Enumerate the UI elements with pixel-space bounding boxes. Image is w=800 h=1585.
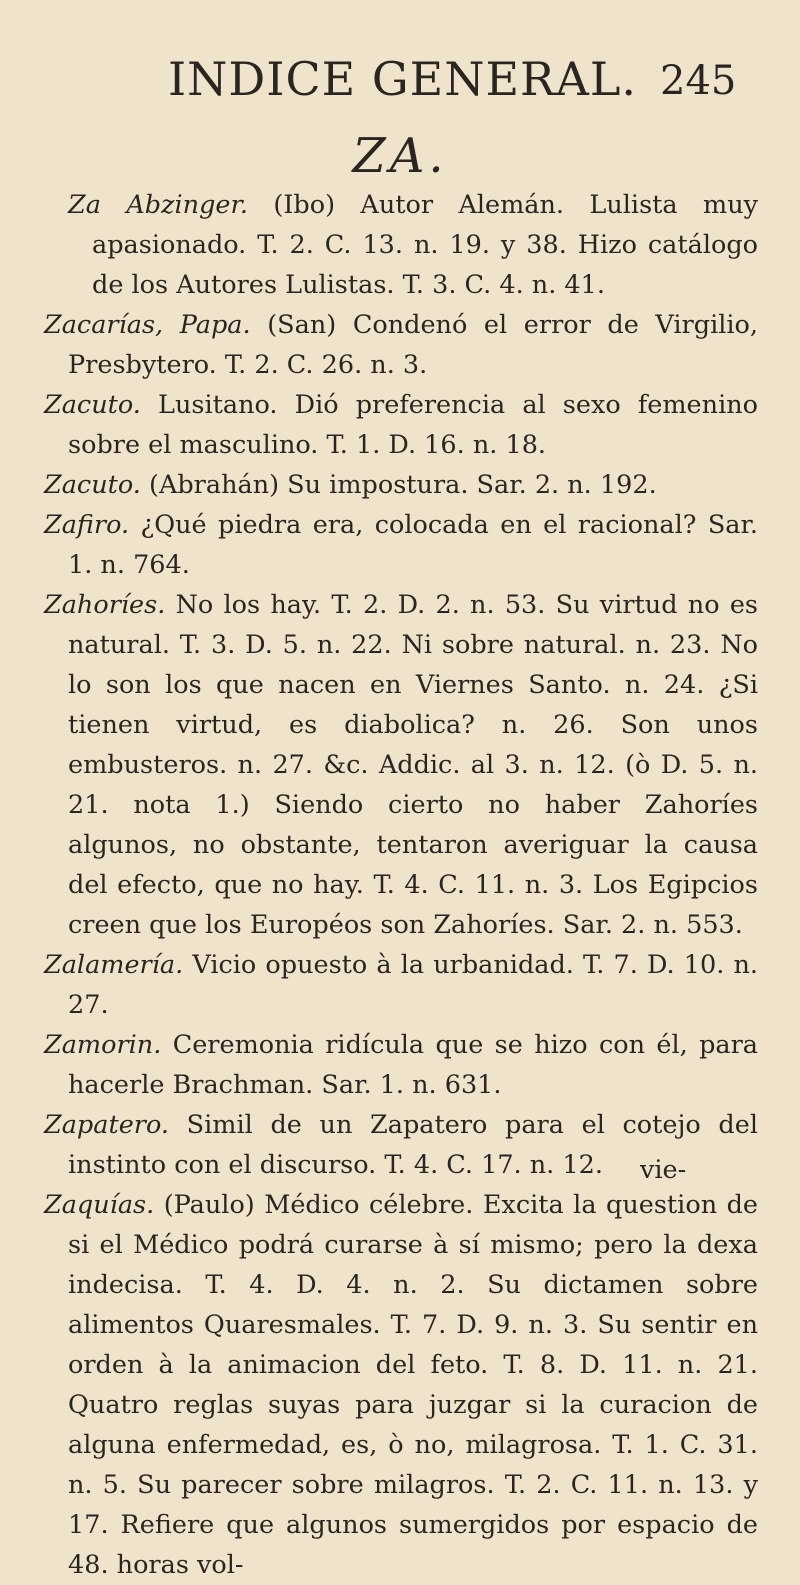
index-entry	[44, 505, 759, 585]
index-entry	[44, 305, 758, 385]
index-entry	[44, 585, 758, 945]
entry-headword: Zalamería.	[44, 950, 184, 980]
catchword: vie-	[640, 1155, 687, 1185]
entry-headword: Zahoríes.	[44, 590, 166, 620]
entry-text: Simil de un Zapatero para el cotejo del instinto con el discurso. T. 4. C. 17. n. 12.	[68, 1110, 758, 1180]
entry-headword: Zacarías, Papa.	[44, 310, 251, 340]
entry-headword: Zacuto.	[44, 470, 141, 500]
entry-text: (Paulo) Médico célebre. Excita la question de si el Médico podrá curarse à sí mismo; pero la dexa indecisa. T. 4. D. 4. n. 2. Su dictamen sobre alimentos Quaresmales. T. 7. D. 9. n. 3. Su sentir en orden à la animacion del feto. T. 8. D. 11. n. 21. Quatro reglas suyas para juzgar si la curacion de alguna enfermedad, es, ò no, milagrosa. T. 1. C. 31. n. 5. Su parecer sobre milagros. T. 2. C. 11. n. 13. y 17. Refiere que algunos sumergidos por espacio de 48. horas vol-	[68, 1190, 759, 1580]
running-header	[0, 52, 800, 112]
entry-text: ¿Qué piedra era, colocada en el racional? Sar. 1. n. 764.	[68, 510, 759, 580]
index-entry	[44, 1025, 758, 1105]
index-entry	[68, 185, 759, 305]
index-entry	[44, 945, 758, 1025]
header-title: INDICE GENERAL.	[168, 52, 638, 106]
page-number: 245	[660, 58, 737, 104]
entry-headword: Za Abzinger.	[68, 190, 248, 220]
index-entry	[44, 465, 758, 505]
entry-text: No los hay. T. 2. D. 2. n. 53. Su virtud no es natural. T. 3. D. 5. n. 22. Ni sobre natural. n. 23. No lo son los que nacen en Viernes Santo. n. 24. ¿Si tienen virtud, es diabolica? n. 26. Son unos embusteros. n. 27. &c. Addic. al 3. n. 12. (ò D. 5. n. 21. nota 1.) Siendo cierto no haber Zahoríes algunos, no obstante, tentaron averiguar la causa del efecto, que no hay. T. 4. C. 11. n. 3. Los Egipcios creen que los Européos son Zahoríes. Sar. 2. n. 553.	[68, 590, 758, 940]
entry-headword: Zacuto.	[44, 390, 141, 420]
entry-text: (Abrahán) Su impostura. Sar. 2. n. 192.	[149, 470, 657, 500]
index-entry	[44, 1185, 759, 1585]
entry-headword: Zamorin.	[44, 1030, 162, 1060]
index-entry	[44, 385, 758, 465]
entry-headword: Zapatero.	[44, 1110, 169, 1140]
entry-text: Vicio opuesto à la urbanidad. T. 7. D. 10. n. 27.	[68, 950, 758, 1020]
entry-text: (San) Condenó el error de Virgilio, Presbytero. T. 2. C. 26. n. 3.	[68, 310, 758, 380]
index-entries	[44, 185, 759, 1585]
entry-text: Lusitano. Dió preferencia al sexo femenino sobre el masculino. T. 1. D. 16. n. 18.	[68, 390, 758, 460]
entry-headword: Zaquías.	[44, 1190, 155, 1220]
entry-headword: Zafiro.	[44, 510, 130, 540]
entry-text: (Ibo) Autor Alemán. Lulista muy apasionado. T. 2. C. 13. n. 19. y 38. Hizo catálogo de los Autores Lulistas. T. 3. C. 4. n. 41.	[92, 190, 759, 300]
section-heading: ZA.	[352, 128, 448, 184]
entry-text: Ceremonia ridícula que se hizo con él, para hacerle Brachman. Sar. 1. n. 631.	[68, 1030, 758, 1100]
